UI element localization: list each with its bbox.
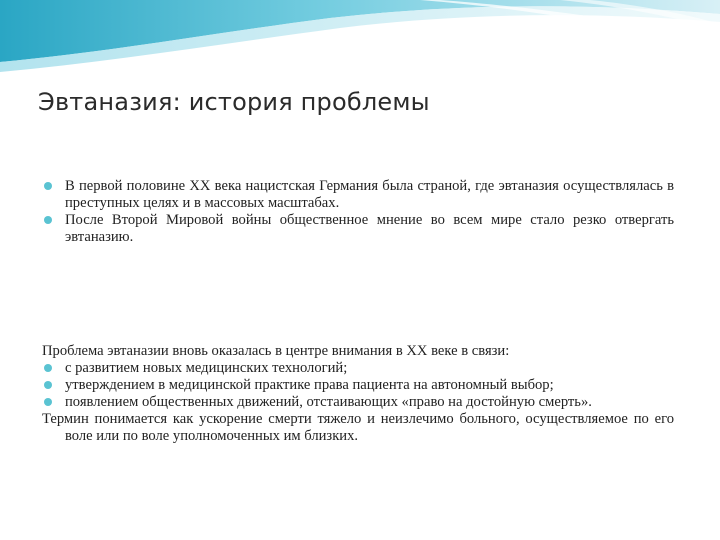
definition-paragraph: Термин понимается как ускорение смерти тяжело и неизлечимо больного, осуществляемое по его воле или по воле уполномоченных им близких. — [42, 411, 674, 444]
list-item — [42, 394, 674, 411]
list-item — [42, 212, 674, 246]
intro-paragraph: Проблема эвтаназии вновь оказалась в центре внимания в XX веке в связи: — [42, 343, 510, 359]
modern-section — [42, 343, 674, 445]
list-item — [42, 377, 674, 394]
history-section — [42, 178, 674, 246]
bullet-text: утверждением в медицинской практике права пациента на автономный выбор; — [65, 377, 554, 393]
bullet-text: с развитием новых медицинских технологий; — [65, 360, 348, 376]
bullet-text: появлением общественных движений, отстаивающих «право на достойную смерть». — [65, 394, 592, 410]
bullet-text: В первой половине XX века нацистская Германия была страной, где эвтаназия осуществлялась в преступных целях и в массовых масштабах. — [65, 178, 674, 211]
header-wave-decoration — [0, 0, 720, 80]
list-item — [42, 360, 674, 377]
slide-title: Эвтаназия: история проблемы — [38, 88, 430, 116]
list-item — [42, 178, 674, 212]
bullet-text: После Второй Мировой войны общественное мнение во всем мире стало резко отвергать эвтаназию. — [65, 212, 674, 245]
